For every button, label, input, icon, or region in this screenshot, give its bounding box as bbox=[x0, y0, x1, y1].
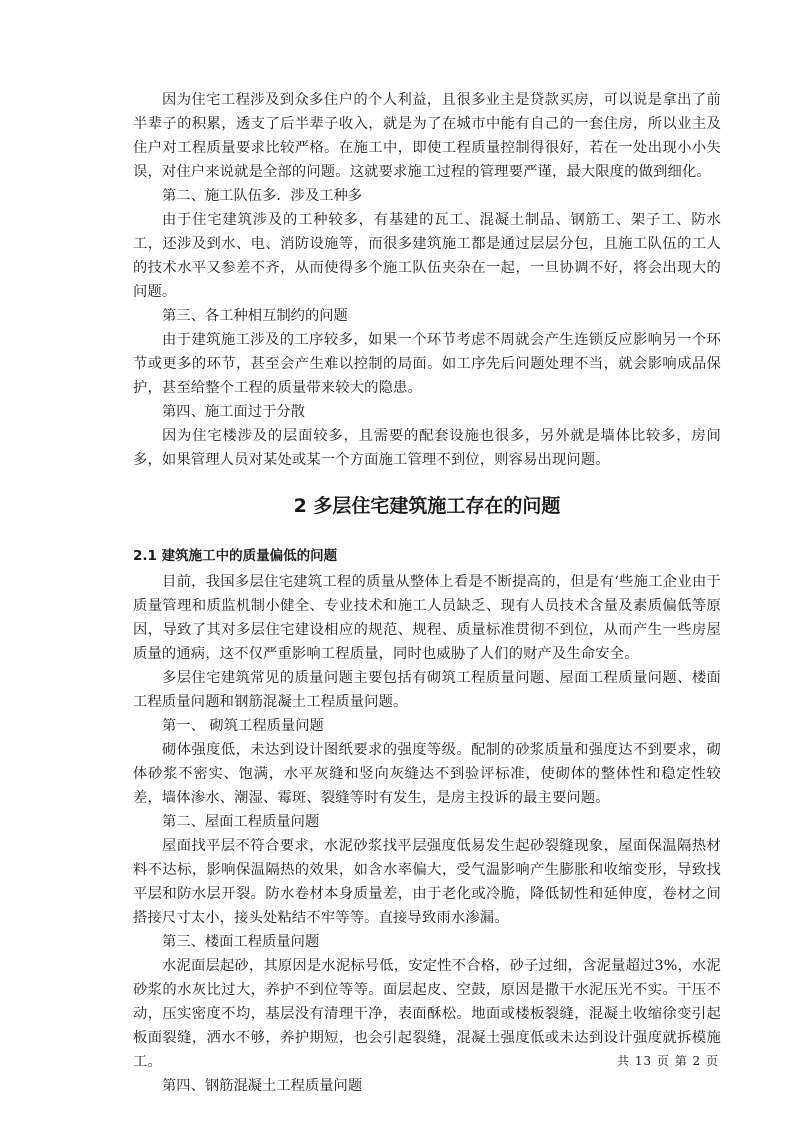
paragraph: 由于住宅建筑涉及的工种较多，有基建的瓦工、混凝土制品、钢筋工、架子工、防水工，还涉及到水、电、消防设施等，而很多建筑施工都是通过层层分包，且施工队伍的工人的技术水平又参差不齐，从而使得多个施工队伍夹杂在一起，一旦协调不好，将会出现大的问题。 bbox=[133, 212, 721, 300]
list-heading: 第四、施工面过于分散 bbox=[162, 404, 305, 420]
paragraph: 因为住宅楼涉及的层面较多，且需要的配套设施也很多，另外就是墙体比较多，房间多，如果管理人员对某处或某一个方面施工管理不到位，则容易出现问题。 bbox=[133, 428, 721, 468]
paragraph: 目前，我国多层住宅建筑工程的质量从整体上看是不断提高的，但是有‘些施工企业由于质量管理和质监机制小健全、专业技术和施工人员缺乏、现有人员技术含量及素质偏低等原因，导致了其对多层住宅建设相应的规范、规程、质量标准贯彻不到位，从而产生一些房屋质量的通病，这不仅严重影响工程质量，同时也威胁了人们的财产及生命安全。 bbox=[133, 574, 721, 662]
page-footer: 共 13 页 第 2 页 bbox=[617, 1054, 719, 1068]
list-heading: 第二、屋面工程质量问题 bbox=[162, 814, 320, 830]
subsection-title: 2.1 建筑施工中的质量偏低的问题 bbox=[133, 548, 338, 564]
paragraph: 因为住宅工程涉及到众多住户的个人利益，且很多业主是贷款买房，可以说是拿出了前半辈子的积累，透支了后半辈子收入，就是为了在城市中能有自己的一套住房，所以业主及住户对工程质量要求比较严格。在施工中，即使工程质量控制得很好，若在一处出现小小失误，对住户来说就是全部的问题。这就要求施工过程的管理要严谨，最大限度的做到细化。 bbox=[133, 92, 721, 180]
list-heading: 第四、钢筋混凝土工程质量问题 bbox=[162, 1078, 363, 1094]
paragraph: 砌体强度低，未达到设计图纸要求的强度等级。配制的砂浆质量和强度达不到要求，砌体砂浆不密实、饱满，水平灰缝和竖向灰缝达不到验评标准，使砌体的整体性和稳定性较差，墙体渗水、潮湿、霉斑、裂缝等时有发生，是房主投诉的最主要问题。 bbox=[133, 742, 721, 806]
paragraph: 由于建筑施工涉及的工序较多，如果一个环节考虑不周就会产生连锁反应影响另一个环节或更多的环节，甚至会产生难以控制的局面。如工序先后问题处理不当，就会影响成品保护，甚至给整个工程的质量带来较大的隐患。 bbox=[133, 332, 721, 396]
page-body bbox=[133, 88, 721, 1098]
section-title: 2 多层住宅建筑施工存在的问题 bbox=[293, 495, 561, 517]
paragraph: 水泥面层起砂，其原因是水泥标号低，安定性不合格，砂子过细，含泥量超过3%，水泥砂浆的水灰比过大，养护不到位等等。面层起皮、空鼓，原因是撒干水泥压光不实。干压不动，压实密度不均，基层没有清理干净，表面酥松。地面或楼板裂缝，混凝土收缩徐变引起板面裂缝，洒水不够，养护期短，也会引起裂缝，混凝土强度低或未达到设计强度就拆模施工。 bbox=[133, 958, 721, 1070]
list-heading: 第一、 砌筑工程质量问题 bbox=[162, 718, 324, 734]
paragraph: 屋面找平层不符合要求，水泥砂浆找平层强度低易发生起砂裂缝现象，屋面保温隔热材料不达标，影响保温隔热的效果，如含水率偏大，受气温影响产生膨胀和收缩变形，导致找平层和防水层开裂。防水卷材本身质量差，由于老化或冷脆，降低韧性和延伸度，卷材之间搭接尺寸太小，接头处粘结不牢等等。直接导致雨水渗漏。 bbox=[133, 838, 721, 926]
list-heading: 第三、各工种相互制约的问题 bbox=[162, 308, 348, 324]
paragraph: 多层住宅建筑常见的质量问题主要包括有砌筑工程质量问题、屋面工程质量问题、楼面工程质量问题和钢筋混凝土工程质量问题。 bbox=[133, 670, 721, 710]
list-heading: 第三、楼面工程质量问题 bbox=[162, 934, 320, 950]
list-heading: 第二、施工队伍多．涉及工种多 bbox=[162, 188, 363, 204]
